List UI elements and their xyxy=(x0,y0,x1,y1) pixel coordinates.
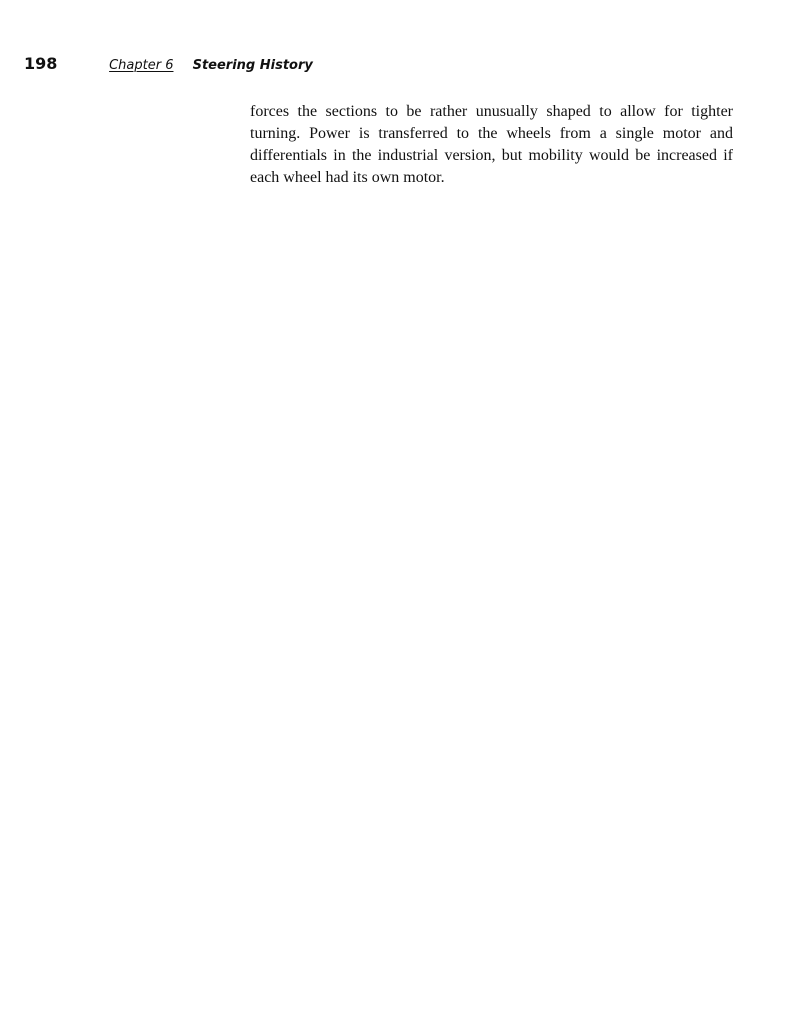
page-number: 198 xyxy=(24,54,58,73)
body-paragraph: forces the sections to be rather unusually shaped to allow for tighter turning. Power is transferred to the wheels from a single motor and differentials in the industrial version, but mobility would be increased if each wheel had its own motor. xyxy=(250,103,733,186)
running-head xyxy=(24,54,313,73)
section-title: Steering History xyxy=(192,58,313,73)
chapter-label: Chapter 6 xyxy=(109,58,174,73)
